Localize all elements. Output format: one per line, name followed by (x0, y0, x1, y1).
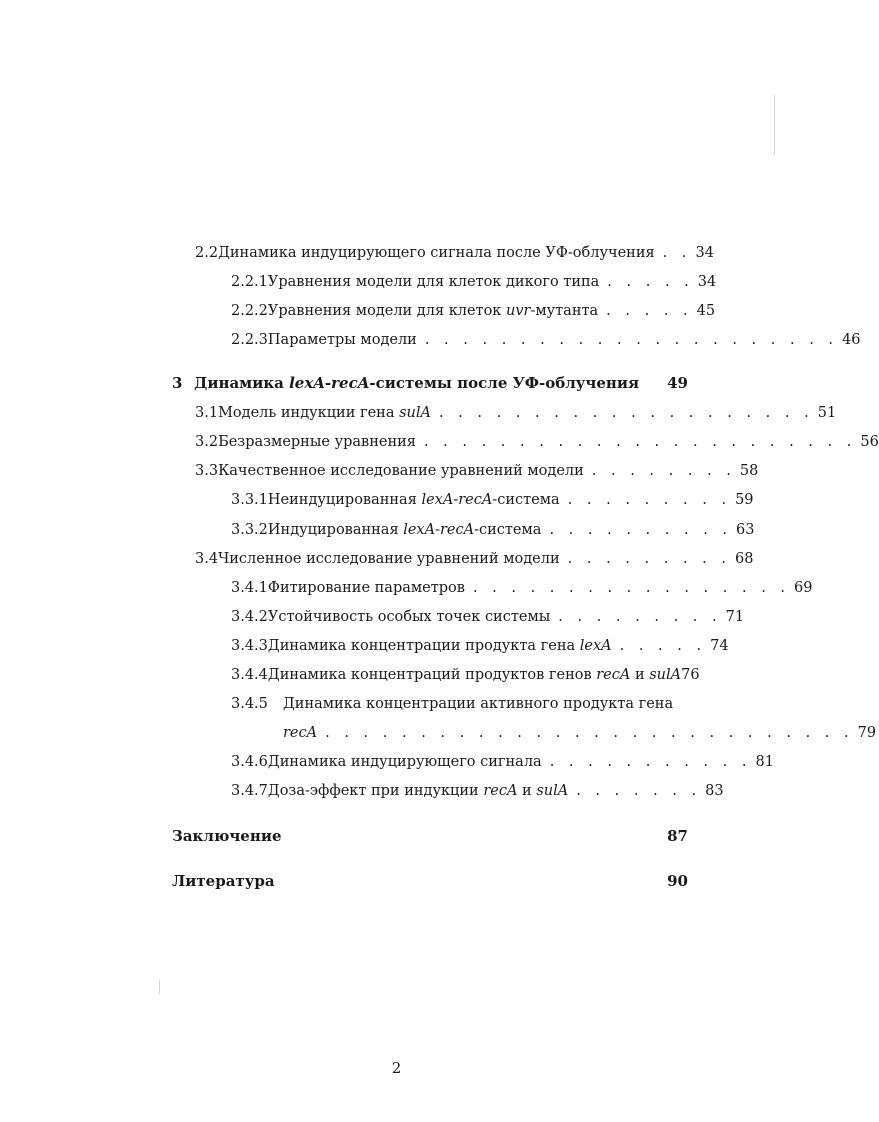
toc-title (268, 491, 560, 509)
toc-page: 59 (735, 492, 754, 508)
toc-entry[interactable] (231, 666, 700, 684)
toc-leader: . . . . . . . . (591, 463, 736, 479)
toc-page: 51 (817, 405, 837, 421)
gene-name: recA (440, 522, 475, 538)
toc-title (218, 404, 431, 422)
toc-title: Литература (172, 872, 275, 890)
toc-entry[interactable] (231, 637, 729, 655)
gene-name: uvr (505, 303, 531, 319)
toc-page: 90 (667, 872, 688, 890)
toc-number: 3.4.7 (231, 783, 268, 799)
toc-title: Фитирование параметров (267, 580, 465, 596)
toc-leader: . . . . . . . (576, 783, 702, 799)
toc-number: 3.3 (195, 463, 219, 479)
toc-entry-continuation[interactable] (283, 724, 877, 742)
toc-number: 3.4.2 (231, 609, 268, 625)
gene-name: lexA (403, 522, 436, 538)
toc-title: Параметры модели (267, 332, 417, 348)
toc-number: 3.4.6 (231, 754, 268, 770)
toc-entry[interactable] (195, 244, 714, 262)
toc-page: 81 (755, 754, 774, 770)
title-text: -мутанта (530, 303, 599, 319)
title-text: -система (492, 492, 560, 508)
gene-name: recA (331, 374, 370, 392)
toc-leader: . . . . . . . . . . (549, 522, 733, 538)
gene-name: sulA (649, 667, 682, 683)
toc-entry[interactable] (231, 273, 717, 291)
toc-number: 2.2 (195, 245, 219, 261)
title-text: Динамика концентраций продуктов генов (267, 667, 597, 683)
toc-number: 3.3.2 (231, 522, 268, 538)
gene-name: lexA (421, 492, 454, 508)
toc-page: 83 (705, 783, 724, 799)
toc-number: 3.4.3 (231, 638, 268, 654)
gene-name: recA (483, 783, 518, 799)
title-text: Динамика (194, 374, 290, 392)
toc-leader: . . . . . . . . . (567, 492, 732, 508)
toc-entry[interactable] (195, 462, 759, 480)
toc-leader: . . . . . . . . . . . . . . . . . . . . . . . . . . . . (325, 725, 854, 741)
toc-entry[interactable] (231, 579, 813, 597)
gene-name: recA (596, 667, 631, 683)
title-text: Индуцированная (267, 522, 404, 538)
toc-entry[interactable] (231, 695, 688, 713)
toc-page: 34 (695, 245, 714, 261)
toc-entry[interactable] (231, 753, 774, 771)
gene-name: lexA (289, 374, 325, 392)
toc-leader: . . . . . . . . . . . (549, 754, 752, 770)
toc-title: Динамика индуцирующего сигнала после УФ-облучения (218, 245, 655, 261)
title-text: - (324, 374, 332, 392)
toc-page: 76 (681, 667, 700, 683)
toc-page: 69 (794, 580, 813, 596)
toc-entry[interactable] (231, 782, 724, 800)
toc-number: 3.4.1 (231, 580, 268, 596)
toc-number: 2.2.1 (231, 274, 268, 290)
toc-title (268, 666, 681, 684)
toc-page: 79 (857, 725, 877, 741)
title-text: и (517, 783, 537, 799)
title-text: - (453, 492, 459, 508)
title-text: Неиндуцированная (267, 492, 422, 508)
title-text: - (435, 522, 440, 538)
toc-page: 56 (860, 434, 879, 450)
toc-title (194, 374, 639, 392)
title-text: -системы после УФ-облучения (369, 374, 640, 392)
title-text: Динамика концентрации продукта гена (267, 638, 580, 654)
toc-number: 3.2 (195, 434, 219, 450)
toc-entry[interactable] (231, 331, 861, 349)
toc-number: 3.1 (195, 405, 219, 421)
toc-page: 74 (710, 638, 729, 654)
toc-page: 71 (725, 609, 745, 625)
toc-leader: . . . . . (606, 303, 693, 319)
toc-title: Численное исследование уравнений модели (218, 551, 560, 567)
toc-title (268, 782, 568, 800)
toc-chapter[interactable] (172, 872, 688, 890)
toc-page: 68 (735, 551, 754, 567)
gene-name: sulA (536, 783, 569, 799)
toc-title (268, 302, 598, 320)
toc-leader: . . . . . . . . . . . . . . . . . (472, 580, 791, 596)
toc-number: 2.2.2 (231, 303, 268, 319)
toc-entry[interactable] (195, 433, 879, 451)
toc-chapter[interactable] (172, 827, 688, 845)
toc-page: 34 (697, 274, 717, 290)
title-text: -система (474, 522, 542, 538)
toc-title (268, 637, 612, 655)
title-text: и (630, 667, 650, 683)
toc-title: Безразмерные уравнения (218, 434, 416, 450)
toc-title (268, 521, 542, 539)
toc-number: 3.4 (195, 551, 219, 567)
toc-leader: . . . . . . . . . . . . . . . . . . . . (438, 405, 814, 421)
toc-chapter[interactable] (172, 374, 688, 392)
title-text: Уравнения модели для клеток (267, 303, 506, 319)
toc-number: 3.4.4 (231, 667, 268, 683)
toc-title: Устойчивость особых точек системы (267, 609, 551, 625)
toc-title: Динамика концентрации активного продукта гена (283, 696, 674, 712)
title-text: Доза-эффект при индукции (267, 783, 484, 799)
toc-number: 3 (172, 374, 183, 392)
toc-title: Динамика индуцирующего сигнала (267, 754, 542, 770)
toc-leader: . . . . . . . . . . . . . . . . . . . . . . . (423, 434, 857, 450)
toc-title: Качественное исследование уравнений модели (218, 463, 584, 479)
toc-number: 2.2.3 (231, 332, 268, 348)
toc-page: 49 (667, 374, 688, 392)
toc-leader: . . . . . . . . . (567, 551, 732, 567)
title-text: Модель индукции гена (218, 405, 400, 421)
gene-name: lexA (579, 638, 612, 654)
toc-number: 3.3.1 (231, 492, 268, 508)
toc-number: 3.4.5 (231, 696, 268, 712)
toc-entry[interactable] (231, 608, 745, 626)
toc-page: 63 (736, 522, 755, 538)
toc-title: Заключение (172, 827, 282, 845)
scan-artifact (159, 980, 160, 994)
scan-artifact (774, 95, 775, 155)
toc-page: 87 (667, 827, 688, 845)
toc-entry[interactable] (195, 550, 754, 568)
toc-leader: . . (662, 245, 692, 261)
toc-entry[interactable] (231, 521, 755, 539)
toc-page: 45 (696, 303, 716, 319)
toc-entry[interactable] (231, 302, 716, 320)
page-number: 2 (391, 1059, 402, 1077)
gene-name: recA (283, 725, 318, 741)
toc-title: Уравнения модели для клеток дикого типа (267, 274, 600, 290)
gene-name: sulA (399, 405, 431, 421)
toc-leader: . . . . . (607, 274, 694, 290)
toc-entry[interactable] (195, 404, 837, 422)
gene-name: recA (458, 492, 493, 508)
toc-page: 46 (842, 332, 861, 348)
toc-leader: . . . . . (619, 638, 707, 654)
toc-page: 58 (739, 463, 759, 479)
toc-leader: . . . . . . . . . (558, 609, 722, 625)
toc-leader: . . . . . . . . . . . . . . . . . . . . . . (424, 332, 839, 348)
toc-entry[interactable] (231, 491, 754, 509)
